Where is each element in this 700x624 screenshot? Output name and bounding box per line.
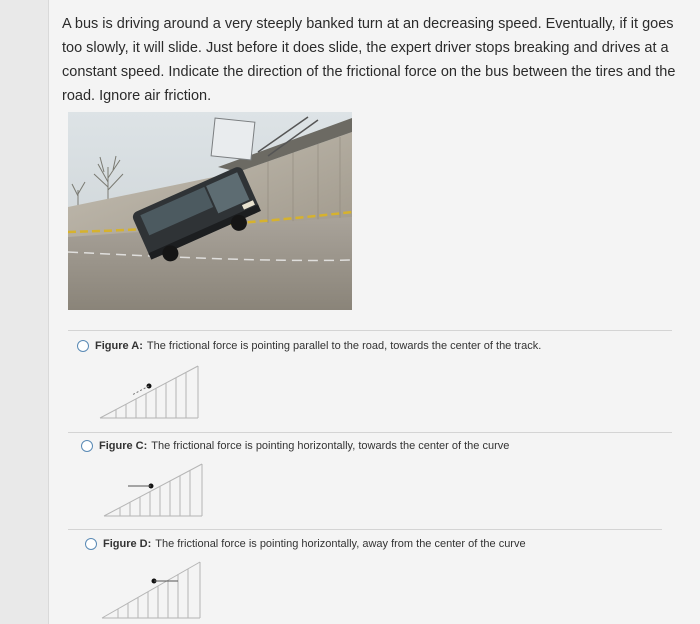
option-figure-d[interactable] — [85, 538, 526, 550]
figure-d-diagram — [98, 560, 208, 622]
option-a-text: The frictional force is pointing parallel to the road, towards the center of the track. — [146, 340, 542, 352]
ramp-hatch-a — [100, 366, 198, 418]
bus-banked-track-photo — [68, 112, 352, 310]
option-d-label: Figure D: — [103, 538, 152, 550]
option-c-text: The frictional force is pointing horizontally, towards the center of the curve — [151, 440, 510, 452]
option-c-label: Figure C: — [99, 440, 148, 452]
divider-top — [68, 330, 672, 331]
question-text: A bus is driving around a very steeply banked turn at an decreasing speed. Eventually, if it goes too slowly, it will slide. Just before it does slide, the expert driver stops breaking and drives at a constant speed. Indicate the direction of the frictional force on the bus between the tires and the road. Ignore air friction. — [62, 16, 676, 104]
ramp-hatch-d — [102, 562, 200, 618]
radio-figure-c[interactable] — [81, 440, 93, 452]
divider-c — [68, 529, 662, 530]
radio-figure-d[interactable] — [85, 538, 97, 550]
figure-c-diagram — [100, 462, 210, 520]
option-figure-c[interactable] — [81, 440, 509, 452]
ramp-hatch-c — [104, 464, 202, 516]
option-a-label: Figure A: — [95, 340, 143, 352]
option-d-text: The frictional force is pointing horizontally, away from the center of the curve — [155, 538, 526, 550]
radio-figure-a[interactable] — [77, 340, 89, 352]
option-figure-a[interactable] — [77, 340, 541, 352]
divider-a — [68, 432, 672, 433]
figure-a-diagram — [96, 364, 206, 422]
